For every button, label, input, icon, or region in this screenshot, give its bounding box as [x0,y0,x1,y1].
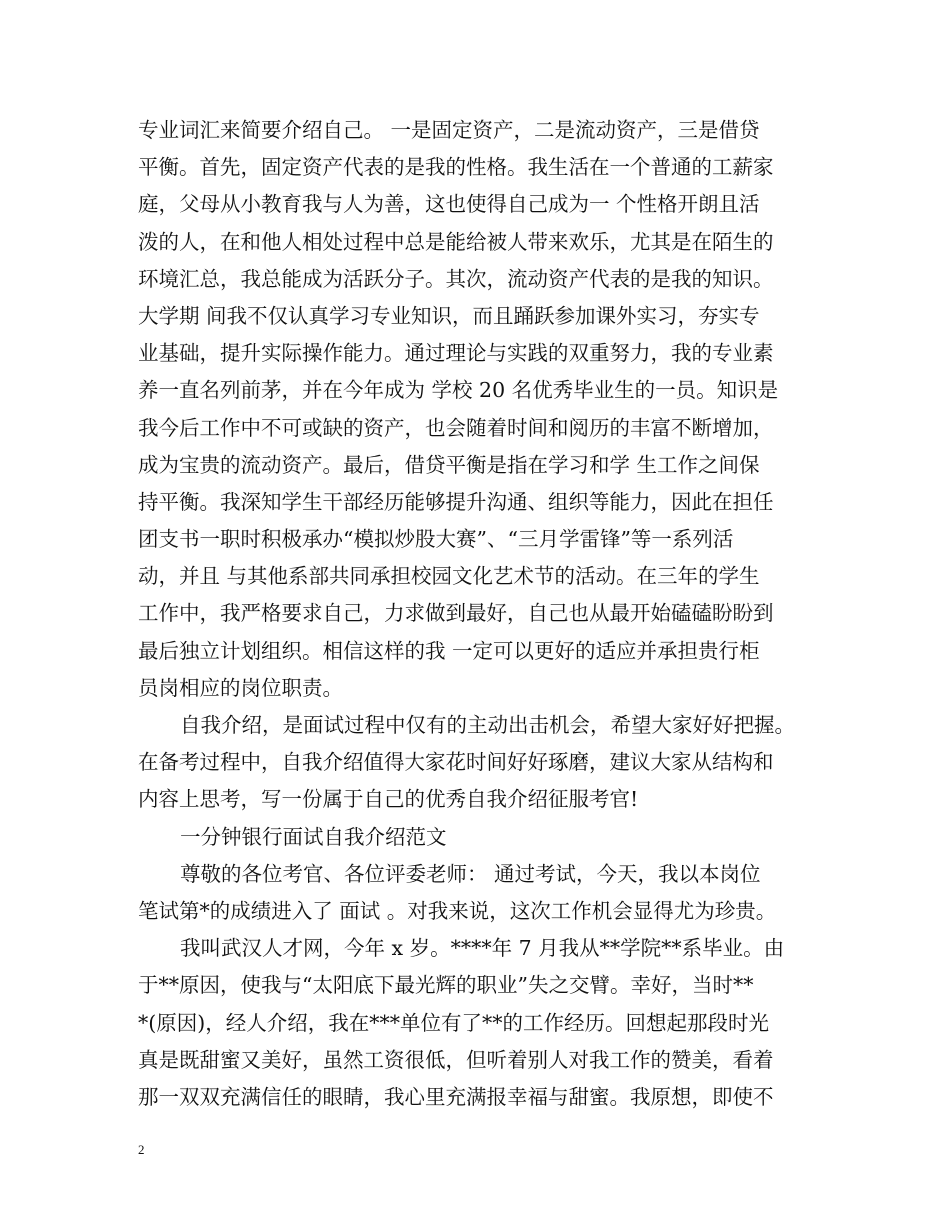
text-line: 动，并且 与其他系部共同承担校园文化艺术节的活动。在三年的学生 [138,564,760,589]
text-line: 最后独立计划组织。相信这样的我 一定可以更好的适应并承担贵行柜 [138,638,760,663]
text-line: 成为宝贵的流动资产。最后，借贷平衡是指在学习和学 生工作之间保 [138,452,760,477]
text-line: 尊敬的各位考官、各位评委老师： 通过考试，今天，我以本岗位 [180,861,761,886]
text-line: 团支书一职时积极承办“模拟炒股大赛”、“三月学雷锋”等一系列活 [138,527,734,552]
body-text [138,112,828,1116]
text-line: *(原因)，经人介绍，我在***单位有了**的工作经历。回想起那段时光 [138,1010,769,1035]
text-line: 真是既甜蜜又美好，虽然工资很低，但听着别人对我工作的赞美，看着 [138,1047,774,1072]
text-line: 平衡。首先，固定资产代表的是我的性格。我生活在一个普通的工薪家 [138,155,774,180]
text-line: 在备考过程中，自我介绍值得大家花时间好好琢磨，建议大家从结构和 [138,750,774,775]
text-line: 笔试第*的成绩进入了 面试 。对我来说，这次工作机会显得尤为珍贵。 [138,898,777,923]
text-line: 于**原因，使我与“太阳底下最光辉的职业”失之交臂。幸好，当时** [138,973,754,998]
text-line: 泼的人，在和他人相处过程中总是能给被人带来欢乐，尤其是在陌生的 [138,229,774,254]
text-line: 业基础，提升实际操作能力。通过理论与实践的双重努力，我的专业素 [138,341,774,366]
text-line: 我叫武汉人才网，今年 x 岁。****年 7 月我从**学院**系毕业。由 [180,936,785,961]
text-line: 庭，父母从小教育我与人为善，这也使得自己成为一 个性格开朗且活 [138,192,760,217]
text-line: 持平衡。我深知学生干部经历能够提升沟通、组织等能力，因此在担任 [138,489,774,514]
text-line: 那一双双充满信任的眼睛，我心里充满报幸福与甜蜜。我原想，即使不 [138,1084,774,1109]
text-line: 专业词汇来简要介绍自己。 一是固定资产，二是流动资产，三是借贷 [138,118,760,142]
section-heading: 一分钟银行面试自我介绍范文 [180,824,447,849]
text-line: 养一直名列前茅，并在今年成为 学校 20 名优秀毕业生的一员。知识是 [138,378,779,403]
page-number: 2 [138,1142,145,1157]
text-line: 内容上思考，写一份属于自己的优秀自我介绍征服考官! [138,787,639,812]
text-line: 自我介绍，是面试过程中仅有的主动出击机会，希望大家好好把握。 [180,713,795,737]
text-line: 我今后工作中不可或缺的资产，也会随着时间和阅历的丰富不断增加， [138,415,774,440]
text-line: 工作中，我严格要求自己，力求做到最好，自己也从最开始磕磕盼盼到 [138,601,774,626]
text-line: 大学期 间我不仅认真学习专业知识，而且踊跃参加课外实习，夯实专 [138,303,760,328]
text-line: 员岗相应的岗位职责。 [138,675,343,700]
text-line: 环境汇总，我总能成为活跃分子。其次，流动资产代表的是我的知识。 [138,266,774,291]
